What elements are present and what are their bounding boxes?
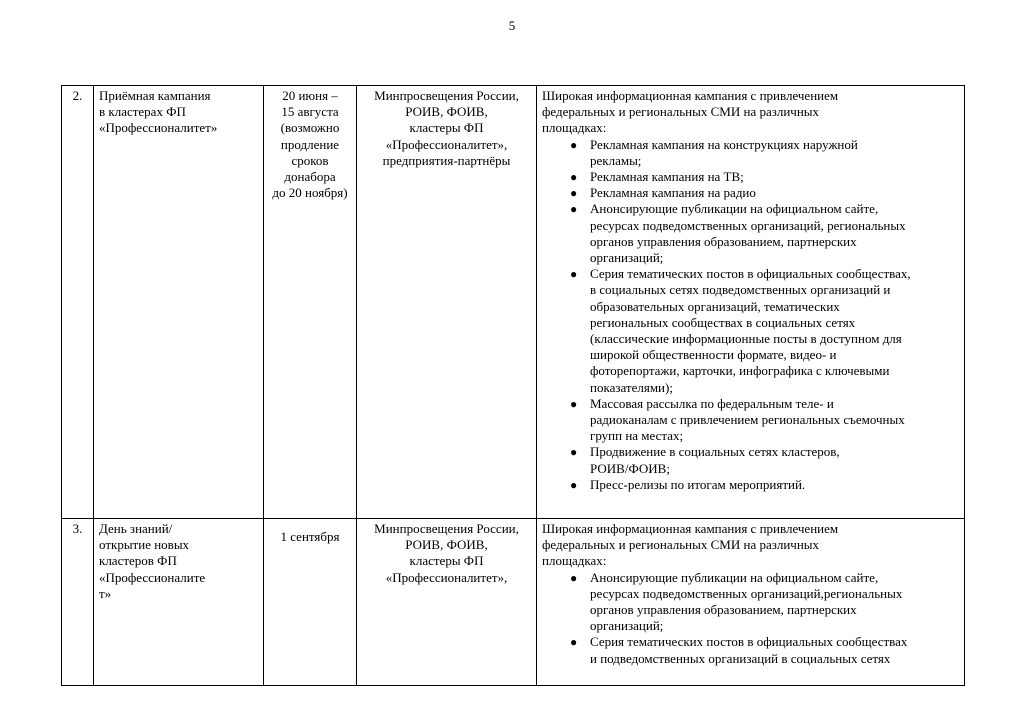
list-item [570,136,959,169]
description-intro: Широкая информационная кампания с привлечением федеральных и региональных СМИ на различных площадках: [542,521,839,569]
responsible [357,519,537,686]
list-item-text: Рекламная кампания на радио [590,185,756,201]
list-item [570,444,959,476]
list-item [570,395,959,445]
bullet-icon: ● [570,570,578,585]
bullet-icon: ● [570,445,578,460]
list-item [570,476,959,493]
list-item [570,569,959,635]
bullet-icon: ● [570,267,578,282]
event-dates-text: 1 сентября [280,529,340,544]
list-item-text: Серия тематических постов в официальных сообществах, в социальных сетях подведомственных организаций и образовательных организаций, тематических региональных сообществах в социальных сетях (классические информационные посты в доступном для широкой общественности формате, видео- и фоторепортажи, карточки, инфографика с ключевыми показателями); [590,266,911,395]
list-item [570,634,959,666]
list-item-text: Рекламная кампания на ТВ; [590,169,744,185]
events-table [61,85,965,686]
bullet-icon: ● [570,477,578,492]
list-item-text: Пресс-релизы по итогам мероприятий. [590,476,806,492]
list-item-text: Продвижение в социальных сетях кластеров, РОИВ/ФОИВ; [590,444,840,476]
list-item [570,185,959,201]
description-intro: Широкая информационная кампания с привлечением федеральных и региональных СМИ на различных площадках: [542,88,839,136]
bullet-icon: ● [570,635,578,650]
list-item-text: Анонсирующие публикации на официальном сайте, ресурсах подведомственных организаций, региональных органов управления образованием, партнерских организаций; [590,201,906,266]
description-list [542,137,959,493]
table-row [62,519,965,686]
description [537,519,965,686]
list-item-text: Массовая рассылка по федеральным теле- и радиоканалам с привлечением региональных съемочных групп на местах; [590,395,905,444]
bullet-icon: ● [570,202,578,217]
bullet-icon: ● [570,396,578,411]
list-item [570,169,959,185]
event-name-text: День знаний/ открытие новых кластеров ФП «Профессионалите т» [99,521,206,601]
bullet-icon: ● [570,137,578,152]
bullet-icon: ● [570,170,578,185]
description-list [542,570,959,667]
list-item [570,266,959,396]
event-dates [264,519,357,686]
responsible-text: Минпросвещения России, РОИВ, ФОИВ, кластеры ФП «Профессионалитет», [374,521,519,585]
table-row [62,86,965,519]
list-item-text: Анонсирующие публикации на официальном сайте, ресурсах подведомственных организаций,региональных органов управления образованием, партнерских организаций; [590,569,903,634]
list-item-text: Серия тематических постов в официальных сообществах и подведомственных организаций в социальных сетях [590,634,908,666]
responsible [357,86,537,519]
event-dates-text: 20 июня – 15 августа (возможно продление сроков донабора до 20 ноября) [272,88,348,201]
bullet-icon: ● [570,186,578,201]
row-number: 2. [62,86,94,519]
page-number: 5 [508,18,516,33]
row-number: 3. [62,519,94,686]
event-name-text: Приёмная кампания в кластерах ФП «Профессионалитет» [99,88,218,136]
event-name [94,519,264,686]
event-dates [264,86,357,519]
list-item-text: Рекламная кампания на конструкциях наружной рекламы; [590,136,858,168]
responsible-text: Минпросвещения России, РОИВ, ФОИВ, кластеры ФП «Профессионалитет», предприятия-партнёры [374,88,519,168]
description [537,86,965,519]
list-item [570,201,959,266]
event-name [94,86,264,519]
